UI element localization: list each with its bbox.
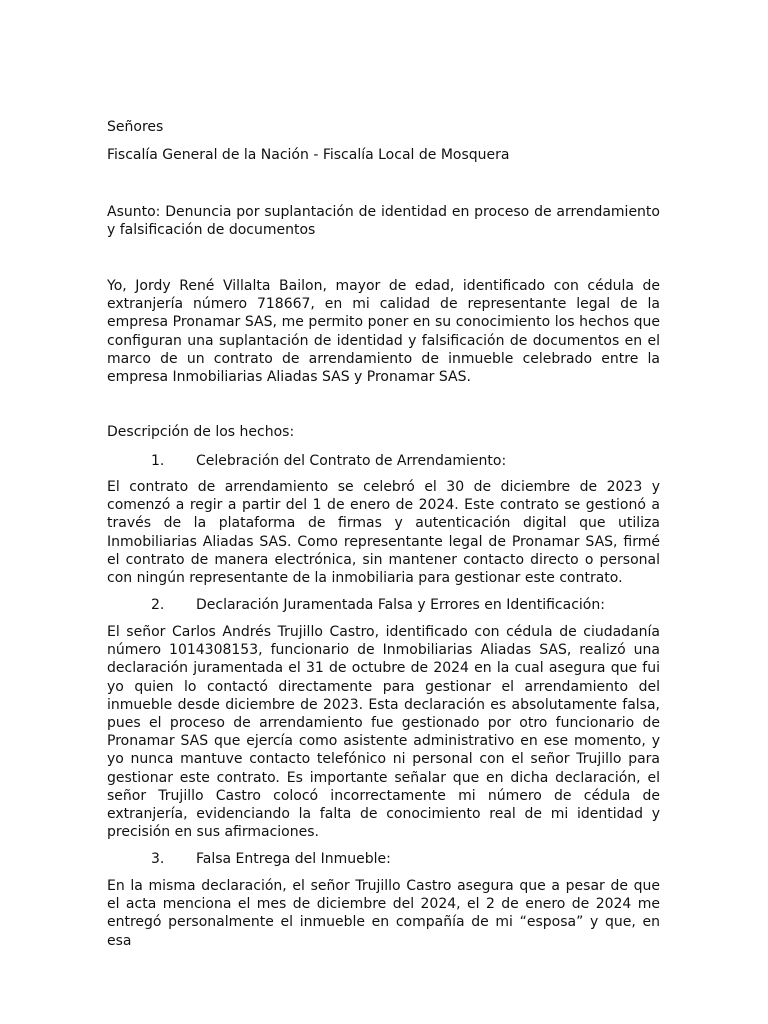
salutation: Señores	[107, 119, 164, 135]
subject-line: Asunto: Denuncia por suplantación de identidad en proceso de arrendamiento y falsificación de documentos	[107, 204, 660, 239]
fact-item-2-number: 2.	[151, 597, 165, 613]
fact-item-3-body: En la misma declaración, el señor Trujillo Castro asegura que a pesar de que el acta menciona el mes de diciembre del 2024, el 2 de enero de 2024 me entregó personalmente el inmueble en compañía de mi “esposa” y que, en esa	[107, 878, 660, 949]
recipient-line: Fiscalía General de la Nación - Fiscalía Local de Mosquera	[107, 147, 510, 163]
fact-item-3-number: 3.	[151, 851, 165, 867]
fact-item-2-title: Declaración Juramentada Falsa y Errores en Identificación:	[196, 597, 605, 613]
fact-item-1-number: 1.	[151, 453, 165, 469]
fact-item-2-body: El señor Carlos Andrés Trujillo Castro, identificado con cédula de ciudadanía número 1014308153, funcionario de Inmobiliarias Aliadas SAS, realizó una declaración juramentada el 31 de octubre de 2024 en la cual asegura que fui yo quien lo contactó directamente para gestionar el arrendamiento del inmueble desde diciembre de 2023. Esta declaración es absolutamente falsa, pues el proceso de arrendamiento fue gestionado por otro funcionario de Pronamar SAS que ejercía como asistente administrativo en ese momento, y yo nunca mantuve contacto telefónico ni personal con el señor Trujillo para gestionar este contrato. Es importante señalar que en dicha declaración, el señor Trujillo Castro colocó incorrectamente mi número de cédula de extranjería, evidenciando la falta de conocimiento real de mi identidad y precisión en sus afirmaciones.	[107, 624, 660, 841]
fact-item-1-title: Celebración del Contrato de Arrendamiento:	[196, 453, 507, 469]
facts-heading: Descripción de los hechos:	[107, 424, 295, 440]
fact-item-3-title: Falsa Entrega del Inmueble:	[196, 851, 391, 867]
intro-paragraph: Yo, Jordy René Villalta Bailon, mayor de edad, identificado con cédula de extranjería número 718667, en mi calidad de representante legal de la empresa Pronamar SAS, me permito poner en su conocimiento los hechos que configuran una suplantación de identidad y falsificación de documentos en el marco de un contrato de arrendamiento de inmueble celebrado entre la empresa Inmobiliarias Aliadas SAS y Pronamar SAS.	[107, 278, 660, 386]
fact-item-1-body: El contrato de arrendamiento se celebró el 30 de diciembre de 2023 y comenzó a regir a partir del 1 de enero de 2024. Este contrato se gestionó a través de la plataforma de firmas y autenticación digital que utiliza Inmobiliarias Aliadas SAS. Como representante legal de Pronamar SAS, firmé el contrato de manera electrónica, sin mantener contacto directo o personal con ningún representante de la inmobiliaria para gestionar este contrato.	[107, 479, 660, 587]
